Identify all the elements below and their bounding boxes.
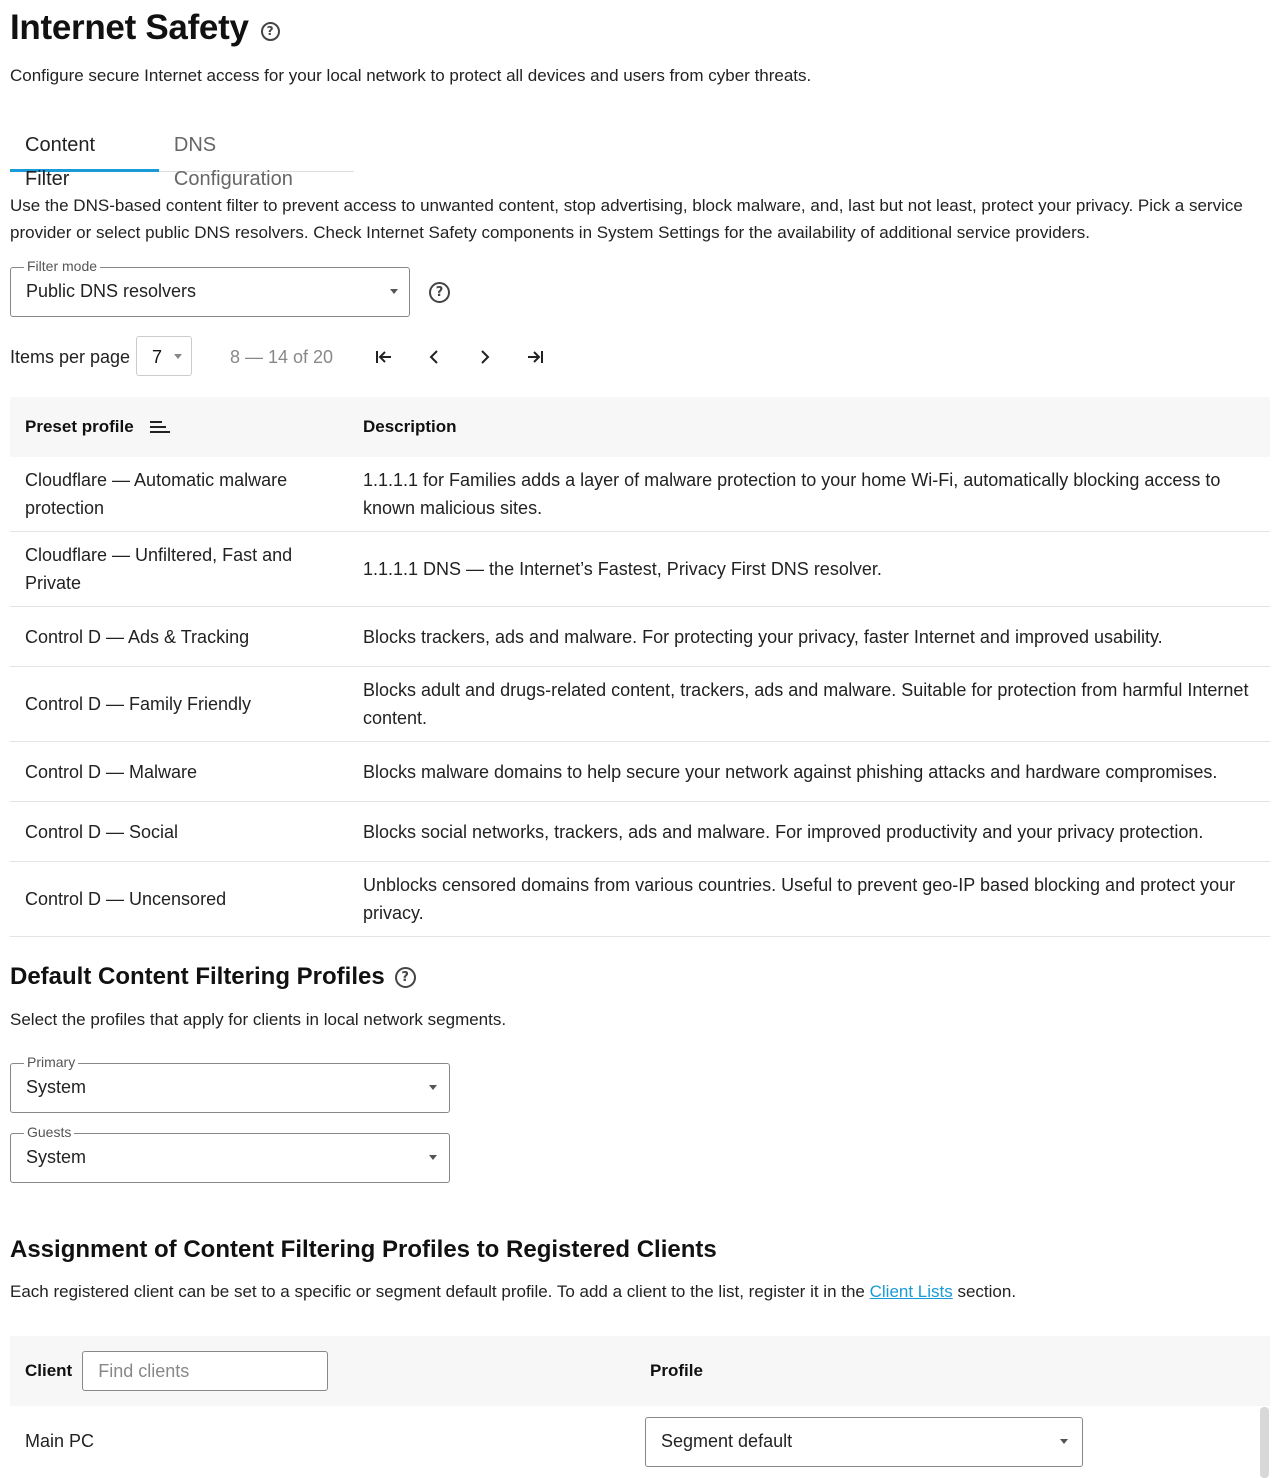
table-row[interactable] [10, 742, 1270, 802]
column-header-profile: Profile [650, 1361, 703, 1380]
first-page-button[interactable] [369, 342, 399, 372]
chevron-down-icon [1060, 1439, 1068, 1444]
scrollbar-thumb[interactable] [1260, 1407, 1269, 1478]
help-circle-icon[interactable]: ? [261, 22, 280, 41]
sort-icon[interactable] [150, 420, 170, 434]
description-cell: Blocks social networks, trackers, ads and malware. For improved productivity and your privacy protection. [348, 802, 1270, 862]
profile-cell: Control D — Family Friendly [10, 667, 348, 742]
profile-cell: Control D — Uncensored [10, 862, 348, 937]
table-row[interactable] [10, 862, 1270, 937]
column-header-preset-profile[interactable]: Preset profile [10, 397, 348, 457]
tab-dns-configuration[interactable]: DNS Configuration [173, 134, 293, 190]
client-profile-value: Segment default [661, 1430, 793, 1451]
default-profiles-title: Default Content Filtering Profiles ? [10, 963, 416, 991]
previous-page-button[interactable] [419, 342, 449, 372]
guests-value: System [26, 1147, 87, 1167]
clients-table [10, 1336, 1270, 1478]
profile-cell: Control D — Malware [10, 742, 348, 802]
find-clients-input[interactable] [82, 1351, 328, 1391]
description-cell: Blocks malware domains to help secure your network against phishing attacks and hardware compromises. [348, 742, 1270, 802]
next-page-button[interactable] [470, 342, 500, 372]
table-row [10, 1406, 1270, 1478]
items-per-page-select[interactable] [136, 336, 192, 376]
profile-cell: Control D — Social [10, 802, 348, 862]
primary-value: System [26, 1077, 87, 1097]
chevron-left-icon [424, 347, 444, 367]
description-cell: 1.1.1.1 DNS — the Internet’s Fastest, Privacy First DNS resolver. [348, 532, 1270, 607]
items-per-page-value: 7 [152, 347, 163, 367]
description-cell: Blocks adult and drugs-related content, trackers, ads and malware. Suitable for protection from harmful Internet content. [348, 667, 1270, 742]
default-profiles-description: Select the profiles that apply for clients in local network segments. [10, 1010, 507, 1029]
profile-cell: Cloudflare — Automatic malware protection [10, 457, 348, 532]
filter-mode-value: Public DNS resolvers [26, 281, 197, 301]
table-header-row [10, 1336, 1270, 1406]
table-header-row [10, 397, 1270, 457]
chevron-down-icon [174, 354, 182, 359]
profile-cell: Control D — Ads & Tracking [10, 607, 348, 667]
last-page-button[interactable] [520, 342, 550, 372]
description-cell: Blocks trackers, ads and malware. For protecting your privacy, faster Internet and improved usability. [348, 607, 1270, 667]
pagination [10, 336, 570, 378]
table-row[interactable] [10, 667, 1270, 742]
client-profile-select[interactable] [645, 1417, 1083, 1467]
column-header-description: Description [363, 417, 457, 436]
assignment-description: Each registered client can be set to a specific or segment default profile. To add a client to the list, register it in the Client Lists section. [10, 1282, 1017, 1301]
description-cell: Unblocks censored domains from various countries. Useful to prevent geo-IP based blocking and protect your privacy. [348, 862, 1270, 937]
filter-mode-select[interactable] [10, 258, 410, 317]
items-per-page-label: Items per page [10, 347, 131, 367]
client-name-cell: Main PC [10, 1406, 645, 1478]
primary-label: Primary [24, 1054, 78, 1070]
guests-profile-select[interactable] [10, 1124, 450, 1183]
first-page-icon [374, 347, 394, 367]
description-cell: 1.1.1.1 for Families adds a layer of malware protection to your home Wi-Fi, automatically blocking access to known malicious sites. [348, 457, 1270, 532]
filter-mode-label: Filter mode [24, 258, 100, 274]
table-row[interactable] [10, 802, 1270, 862]
tab-content-filter[interactable]: Content Filter [10, 128, 159, 172]
content-filter-intro: Use the DNS-based content filter to prevent access to unwanted content, stop advertising, block malware, and, last but not least, protect your privacy. Pick a service provider or select public DNS resolvers. Check Internet Safety components in System Settings for the availability of additional service providers. [10, 196, 1243, 242]
table-row[interactable] [10, 532, 1270, 607]
default-profiles-help-icon[interactable]: ? [395, 967, 416, 988]
page-header [10, 8, 280, 48]
table-row[interactable] [10, 607, 1270, 667]
page-title: Internet Safety [10, 8, 249, 47]
pagination-range: 8 — 14 of 20 [230, 347, 334, 367]
profile-cell: Cloudflare — Unfiltered, Fast and Private [10, 532, 348, 607]
filter-mode-help-icon[interactable]: ? [429, 282, 450, 303]
client-profile-cell [645, 1406, 1270, 1478]
chevron-right-icon [475, 347, 495, 367]
table-row[interactable] [10, 457, 1270, 532]
primary-profile-select[interactable] [10, 1054, 450, 1113]
last-page-icon [525, 347, 545, 367]
tab-bar [10, 128, 354, 190]
column-header-client: Client Find clients [10, 1336, 645, 1406]
client-lists-link[interactable]: Client Lists [869, 1282, 953, 1301]
assignment-title: Assignment of Content Filtering Profiles to Registered Clients [10, 1236, 717, 1263]
preset-profiles-table [10, 397, 1270, 937]
guests-label: Guests [24, 1124, 74, 1140]
chevron-down-icon [390, 289, 398, 294]
page-subtitle: Configure secure Internet access for your local network to protect all devices and users from cyber threats. [10, 66, 812, 85]
chevron-down-icon [429, 1085, 437, 1090]
chevron-down-icon [429, 1155, 437, 1160]
